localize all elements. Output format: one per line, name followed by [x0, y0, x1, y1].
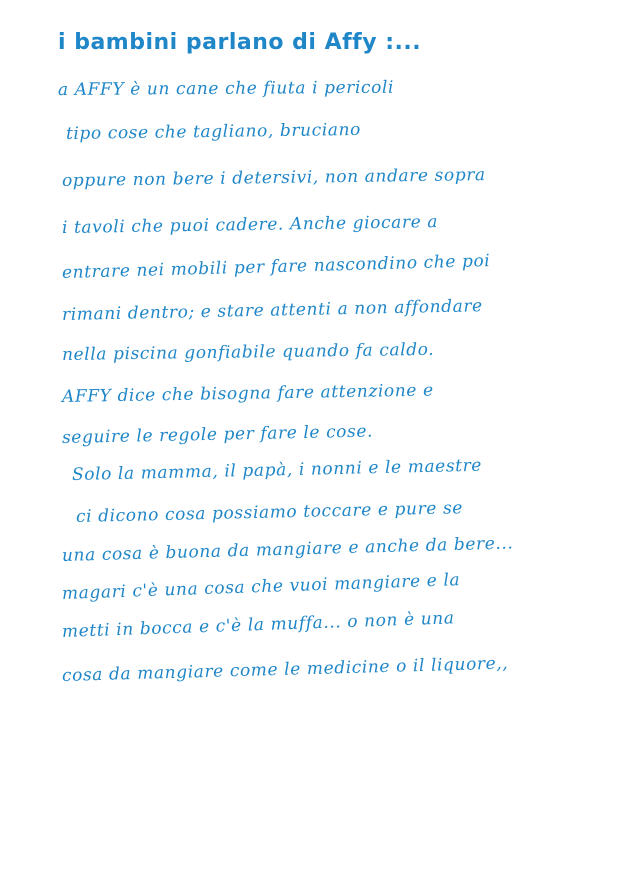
text-line: seguire le regole per fare le cose.	[61, 421, 374, 448]
text-line: ci dicono cosa possiamo toccare e pure se	[75, 498, 464, 527]
text-line: a AFFY è un cane che fiuta i pericoli	[57, 77, 395, 100]
text-line: magari c'è una cosa che vuoi mangiare e la	[61, 570, 461, 604]
text-line: AFFY dice che bisogna fare attenzione e	[61, 380, 434, 407]
text-line: i tavoli che puoi cadere. Anche giocare a	[61, 212, 439, 238]
text-line: oppure non bere i detersivi, non andare sopra	[61, 165, 486, 191]
text-line: entrare nei mobili per fare nascondino che poi	[61, 251, 491, 283]
text-line: nella piscina gonfiabile quando fa caldo.	[61, 339, 435, 365]
text-line: rimani dentro; e stare attenti a non affondare	[61, 296, 483, 325]
page-title: i bambini parlano di Affy :...	[58, 30, 422, 55]
text-line: metti in bocca e c'è la muffa... o non è una	[61, 608, 455, 642]
text-line: una cosa è buona da mangiare e anche da bere...	[61, 533, 514, 566]
text-line: Solo la mamma, il papà, i nonni e le maestre	[71, 455, 483, 485]
text-line: tipo cose che tagliano, bruciano	[65, 119, 362, 144]
text-line: cosa da mangiare come le medicine o il liquore,,	[61, 653, 509, 686]
